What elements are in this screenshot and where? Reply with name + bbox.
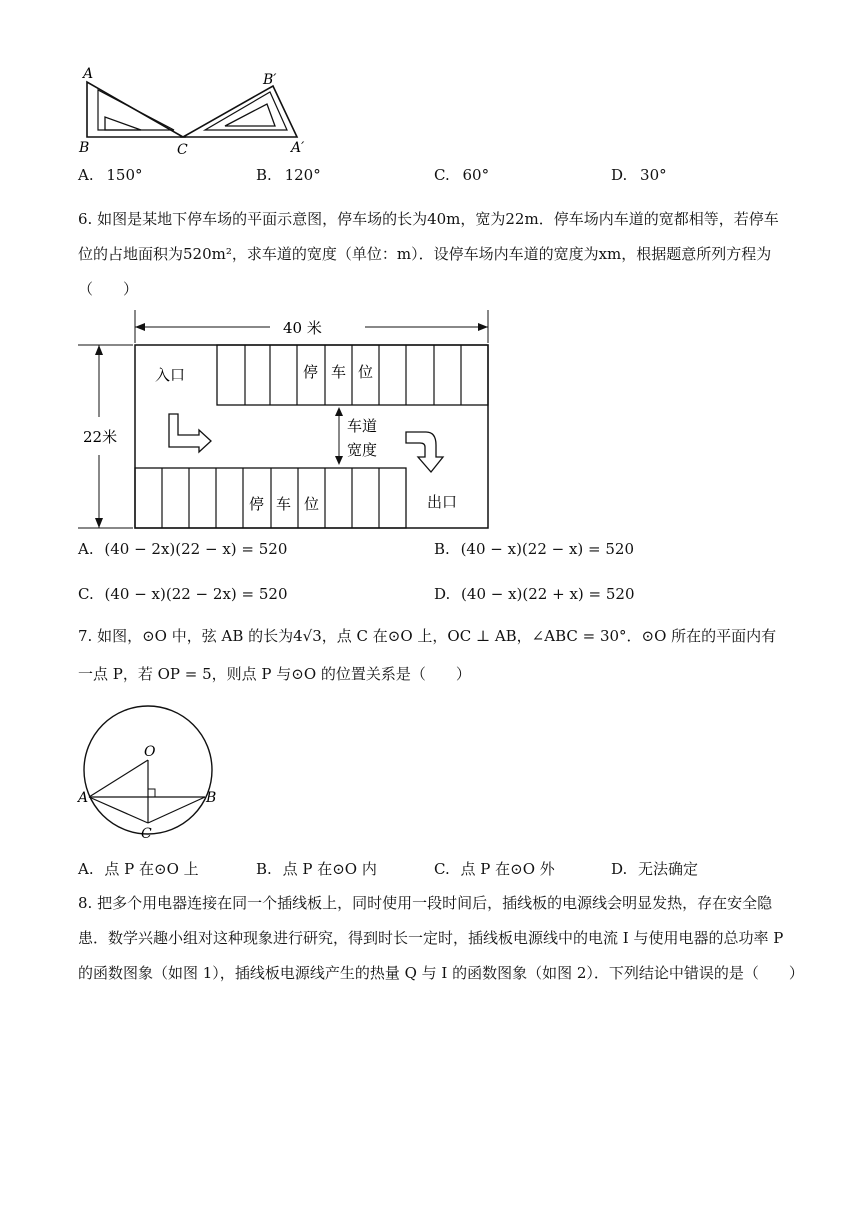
q5-label-C: C [177, 142, 188, 157]
q6-exit-label: 出口 [427, 493, 458, 511]
q6-entrance-label: 入口 [155, 366, 186, 384]
option-letter: B. [434, 540, 450, 558]
q6-length-label: 40 米 [283, 319, 322, 337]
q7-label-A: A [78, 790, 89, 806]
option-text: 点 P 在⊙O 内 [282, 860, 377, 878]
q6-exit-arrow-icon [406, 432, 443, 472]
q6-option-c[interactable] [78, 585, 288, 603]
option-text: 150° [106, 166, 143, 184]
option-text: 点 P 在⊙O 外 [460, 860, 555, 878]
option-text: 120° [284, 166, 321, 184]
option-text: (40 − 2x)(22 − x) = 520 [104, 540, 288, 558]
q5-label-B-prime: B′ [263, 72, 277, 88]
option-letter: B. [256, 166, 272, 184]
q6-parking-lot-figure [75, 305, 500, 535]
q7-circle-figure [75, 700, 235, 850]
q7-label-B: B [206, 790, 217, 806]
q7-stem-line-2: 一点 P，若 OP = 5，则点 P 与⊙O 的位置关系是（ ） [78, 665, 471, 683]
option-letter: A. [78, 540, 94, 558]
q6-parking-top-2: 车 [331, 363, 347, 381]
q6-parking-top-1: 停 [303, 363, 319, 381]
q5-triangles-figure [75, 62, 315, 157]
q5-label-B: B [79, 140, 90, 156]
q8-stem-line-3: 的函数图象（如图 1），插线板电源线产生的热量 Q 与 I 的函数图象（如图 2）．下列结论中错误的是（ ） [78, 964, 804, 982]
q7-stem-line-1: 7. 如图，⊙O 中，弦 AB 的长为4√3，点 C 在⊙O 上，OC ⊥ AB，∠ABC = 30°．⊙O 所在的平面内有 [78, 627, 777, 645]
option-letter: C. [434, 166, 450, 184]
option-text: 60° [462, 166, 490, 184]
option-text: 无法确定 [638, 860, 699, 878]
q7-label-C: C [141, 826, 152, 842]
option-text: 点 P 在⊙O 上 [104, 860, 199, 878]
option-letter: D. [434, 585, 451, 603]
option-letter: C. [78, 585, 94, 603]
option-text: 30° [640, 166, 667, 184]
q7-option-b[interactable] [256, 858, 377, 879]
q6-option-a[interactable] [78, 540, 287, 558]
option-letter: A. [78, 166, 94, 184]
q6-lane-label-1: 车道 [347, 417, 378, 435]
q5-label-A-prime: A′ [291, 140, 305, 156]
option-letter: D. [611, 166, 628, 184]
q6-stem-line-1: 6. 如图是某地下停车场的平面示意图，停车场的长为40m，宽为22m．停车场内车道的宽都相等，若停车 [78, 210, 779, 228]
q6-stem-line-2: 位的占地面积为520m²，求车道的宽度（单位：m）．设停车场内车道的宽度为xm，根据题意所列方程为 [78, 245, 772, 263]
option-text: (40 − x)(22 − x) = 520 [460, 540, 635, 558]
q6-entry-arrow-icon [169, 414, 211, 452]
q7-label-O: O [144, 744, 156, 760]
q6-option-b[interactable] [434, 540, 634, 558]
q6-parking-bottom-1: 停 [249, 495, 265, 513]
q8-stem-line-1: 8. 把多个用电器连接在同一个插线板上，同时使用一段时间后，插线板的电源线会明显发热，存在安全隐 [78, 894, 773, 912]
q6-parking-top-3: 位 [358, 363, 374, 381]
option-text: (40 − x)(22 + x) = 520 [461, 585, 635, 603]
option-text: (40 − x)(22 − 2x) = 520 [104, 585, 288, 603]
q6-width-label: 22米 [83, 428, 118, 446]
q5-option-b[interactable] [256, 166, 321, 184]
q7-option-c[interactable] [434, 858, 555, 879]
option-letter: C. [434, 860, 450, 878]
q5-option-d[interactable] [611, 166, 667, 184]
q6-option-d[interactable] [434, 585, 635, 603]
q7-option-d[interactable] [611, 858, 698, 879]
q5-option-c[interactable] [434, 166, 489, 184]
option-letter: B. [256, 860, 272, 878]
q8-stem-line-2: 患．数学兴趣小组对这种现象进行研究，得到时长一定时，插线板电源线中的电流 I 与使用电器的总功率 P [78, 929, 784, 947]
option-letter: D. [611, 860, 628, 878]
q5-label-A: A [83, 66, 94, 82]
q6-lane-label-2: 宽度 [347, 441, 378, 459]
q7-option-a[interactable] [78, 858, 199, 879]
q5-option-a[interactable] [78, 166, 143, 184]
option-letter: A. [78, 860, 94, 878]
q6-stem-line-3: （ ） [78, 280, 139, 298]
q6-parking-bottom-2: 车 [276, 495, 292, 513]
q6-parking-bottom-3: 位 [304, 495, 320, 513]
